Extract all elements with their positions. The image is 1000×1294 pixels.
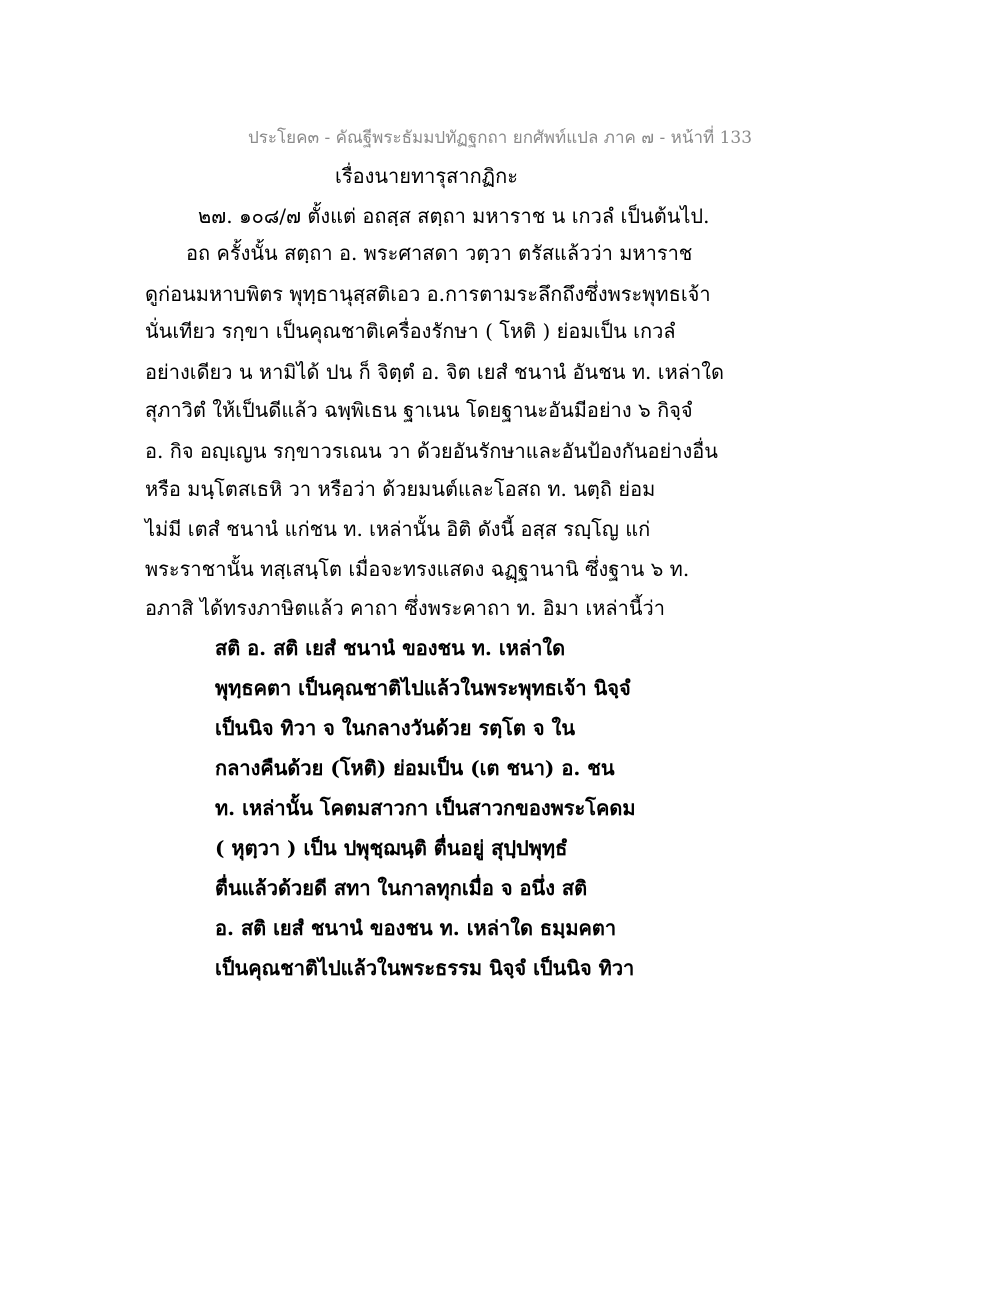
body-line: อภาสิ ได้ทรงภาษิตแล้ว คาถา ซึ่งพระคาถา ท. อิมา เหล่านี้ว่า [145,596,665,620]
body-line: ไม่มี เตสํ ชนานํ แก่ชน ท. เหล่านั้น อิติ ดังนี้ อสฺส รญฺโญ แก่ [145,517,651,541]
verse-line: เป็นนิจ ทิวา จ ในกลางวันด้วย รตฺโต จ ใน [215,716,575,740]
verse-line: ( หุตฺวา ) เป็น ปพุชฺฌนฺติ ตื่นอยู่ สุปฺปพุทฺธํ [215,836,568,860]
body-line: อย่างเดียว น หามิได้ ปน ก็ จิตฺตํ อ. จิต เยสํ ชนานํ อันชน ท. เหล่าใด [145,360,724,384]
verse-line: พุทฺธคตา เป็นคุณชาติไปแล้วในพระพุทธเจ้า นิจฺจํ [215,676,631,700]
paragraph-lead: ๒๗. ๑๐๘/๗ ตั้งแต่ อถสฺส สตฺถา มหาราช น เกวลํ เป็นต้นไป. [198,204,710,228]
page-header [0,124,1000,151]
verse-line: อ. สติ เยสํ ชนานํ ของชน ท. เหล่าใด ธมฺมคตา [215,916,617,940]
body-line: หรือ มนฺโตสเธหิ วา หรือว่า ด้วยมนต์และโอสถ ท. นตฺถิ ย่อม [145,477,656,501]
story-title: เรื่องนายทารุสากฏิกะ [335,164,518,188]
body-line: อถ ครั้งนั้น สตฺถา อ. พระศาสดา วตฺวา ตรัสแล้วว่า มหาราช [186,241,693,265]
verse-line: กลางคืนด้วย (โหติ) ย่อมเป็น (เต ชนา) อ. ชน [215,756,615,780]
body-line: นั่นเทียว รกฺขา เป็นคุณชาติเครื่องรักษา ( โหติ ) ย่อมเป็น เกวลํ [145,319,676,343]
body-line: พระราชานั้น ทสฺเสนฺโต เมื่อจะทรงแสดง ฉฏฺฐานานิ ซึ่งฐาน ๖ ท. [145,557,690,581]
verse-line: เป็นคุณชาติไปแล้วในพระธรรม นิจฺจํ เป็นนิจ ทิวา [215,956,635,980]
verse-line: สติ อ. สติ เยสํ ชนานํ ของชน ท. เหล่าใด [215,636,566,660]
body-line: ดูก่อนมหาบพิตร พุทฺธานุสฺสติเอว อ.การตามระลึกถึงซึ่งพระพุทธเจ้า [145,282,711,306]
body-line: สุภาวิตํ ให้เป็นดีแล้ว ฉพฺพิเธน ฐาเนน โดยฐานะอันมีอย่าง ๖ กิจฺจํ [145,398,693,422]
verse-line: ท. เหล่านั้น โคตมสาวกา เป็นสาวกของพระโคดม [215,796,636,820]
verse-line: ตื่นแล้วด้วยดี สทา ในกาลทุกเมื่อ จ อนึ่ง สติ [215,876,588,900]
page-header-text: ประโยค๓ - คัณฐีพระธัมมปทัฏฐกถา ยกศัพท์แปล ภาค ๗ - หน้าที่ 133 [247,128,753,148]
body-line: อ. กิจ อญฺเญน รกฺขาวรเณน วา ด้วยอันรักษาและอันป้องกันอย่างอื่น [145,439,718,463]
